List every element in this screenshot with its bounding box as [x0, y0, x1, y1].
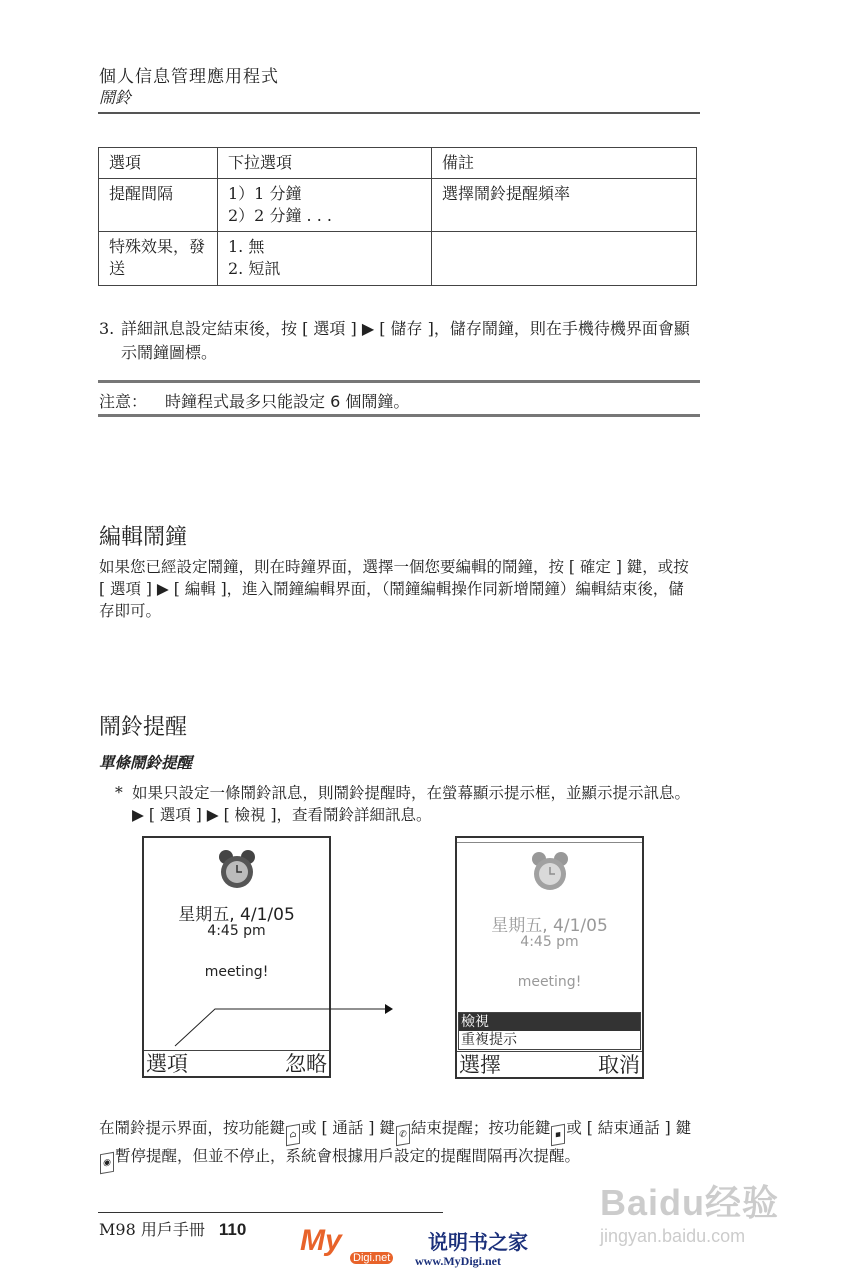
logo-cn: 说明书之家: [428, 1230, 528, 1254]
dropdown-item: 1）1 分鐘: [228, 184, 302, 203]
phone-screen-menu: [455, 836, 644, 1079]
subheading: 單條鬧鈴提醒: [99, 753, 193, 772]
closing-text: 結束提醒；按功能鍵: [410, 1119, 551, 1137]
closing-text: 暫停提醒，但並不停止，系統會根據用戶設定的提醒間隔再次提醒。: [115, 1147, 581, 1165]
logo-sub: Digi.net: [350, 1252, 393, 1264]
table-cell: 選擇鬧鈴提醒頻率: [432, 179, 697, 232]
note-rule-top: [98, 380, 700, 383]
closing-text: 或 [ 通話 ] 鍵: [301, 1119, 395, 1137]
section-heading: 鬧鈴提醒: [99, 715, 188, 740]
alarm-date: 星期五, 4/1/05: [491, 916, 608, 936]
bullet-mark: *: [115, 784, 123, 802]
alarm-clock-icon: [528, 850, 572, 894]
note-text: 時鐘程式最多只能設定 6 個鬧鐘。: [165, 392, 410, 411]
watermark-brand: Baidu经验: [600, 1182, 780, 1223]
table-header: 選項: [99, 148, 218, 179]
table-cell: 提醒間隔: [99, 179, 218, 232]
softkey-cancel[interactable]: 取消: [598, 1053, 640, 1077]
closing-text: 或 [ 結束通話 ] 鍵: [566, 1119, 692, 1137]
footer-rule: [98, 1212, 443, 1213]
table-row: [99, 179, 697, 232]
end-call-key-icon: ◉: [100, 1152, 114, 1174]
menu-item-repeat[interactable]: 重複提示: [461, 1032, 517, 1048]
dropdown-item: 1. 無: [228, 237, 265, 256]
page-number: 110: [218, 1220, 247, 1239]
note: [99, 389, 409, 412]
call-key-icon: ✆: [396, 1124, 410, 1146]
watermark-url: jingyan.baidu.com: [600, 1226, 746, 1246]
table-header: 備註: [432, 148, 697, 179]
alarm-time: 4:45 pm: [207, 923, 266, 939]
table-cell: [218, 179, 432, 232]
right-function-key-icon: ▪: [551, 1124, 565, 1146]
table-cell: [218, 232, 432, 286]
table-row: [99, 232, 697, 286]
step-number: 3.: [99, 319, 115, 338]
footer: [99, 1217, 246, 1240]
bullet-item: [115, 782, 700, 826]
closing-text: 在鬧鈴提示界面，按功能鍵: [99, 1119, 286, 1137]
note-label: 注意：: [99, 392, 148, 411]
closing-paragraph: [99, 1117, 699, 1173]
header-rule: [98, 112, 700, 114]
section-heading: 編輯鬧鐘: [99, 525, 188, 550]
section-text: 如果您已經設定鬧鐘，則在時鐘界面，選擇一個您要編輯的鬧鐘，按 [ 確定 ] 鍵，或按 [ 選項 ] ▶ [ 編輯 ]，進入鬧鐘編輯界面，（鬧鐘編輯操作同新增鬧鐘）編輯結束後，儲存即可。: [99, 558, 689, 620]
header-title: 個人信息管理應用程式: [99, 67, 279, 87]
menu-item-view[interactable]: 檢視: [459, 1013, 640, 1031]
step-text: 詳細訊息設定結束後，按 [ 選項 ] ▶ [ 儲存 ]，儲存鬧鐘，則在手機待機界面會顯示鬧鐘圖標。: [121, 319, 690, 362]
dropdown-item: 2）2 分鐘 . . .: [228, 206, 332, 225]
table-cell: [432, 232, 697, 286]
alarm-clock-icon: [215, 848, 259, 892]
baidu-watermark: [600, 1175, 800, 1265]
softkey-ignore[interactable]: 忽略: [285, 1052, 327, 1076]
arrow-connector: [140, 1000, 400, 1060]
bullet-text: 如果只設定一條鬧鈴訊息，則鬧鈴提醒時，在螢幕顯示提示框，並顯示提示訊息。▶ [ 選項 ] ▶ [ 檢視 ]，查看鬧鈴詳細訊息。: [132, 784, 691, 824]
alarm-message: meeting!: [204, 964, 269, 980]
table-header: 下拉選項: [218, 148, 432, 179]
softkey-options[interactable]: 選項: [146, 1052, 188, 1076]
options-menu: [458, 1012, 641, 1050]
alarm-time: 4:45 pm: [520, 934, 579, 950]
dropdown-item: 2. 短訊: [228, 259, 281, 278]
options-table: [98, 147, 697, 286]
footer-manual: M98 用戶手冊: [99, 1220, 205, 1239]
note-rule-bottom: [98, 414, 700, 417]
table-cell: 特殊效果，發送: [99, 232, 218, 286]
logo-brand: My: [300, 1224, 342, 1257]
alarm-message: meeting!: [517, 974, 582, 990]
left-function-key-icon: ⌂: [286, 1124, 300, 1146]
step-3: [99, 317, 699, 365]
softkey-select[interactable]: 選擇: [459, 1053, 501, 1077]
table-header-row: [99, 148, 697, 179]
header-subtitle: 鬧鈴: [99, 88, 132, 107]
mydigi-logo: [295, 1224, 545, 1274]
logo-url: www.MyDigi.net: [415, 1254, 501, 1268]
alarm-date: 星期五, 4/1/05: [178, 905, 295, 925]
softkey-bar: [457, 1051, 642, 1077]
